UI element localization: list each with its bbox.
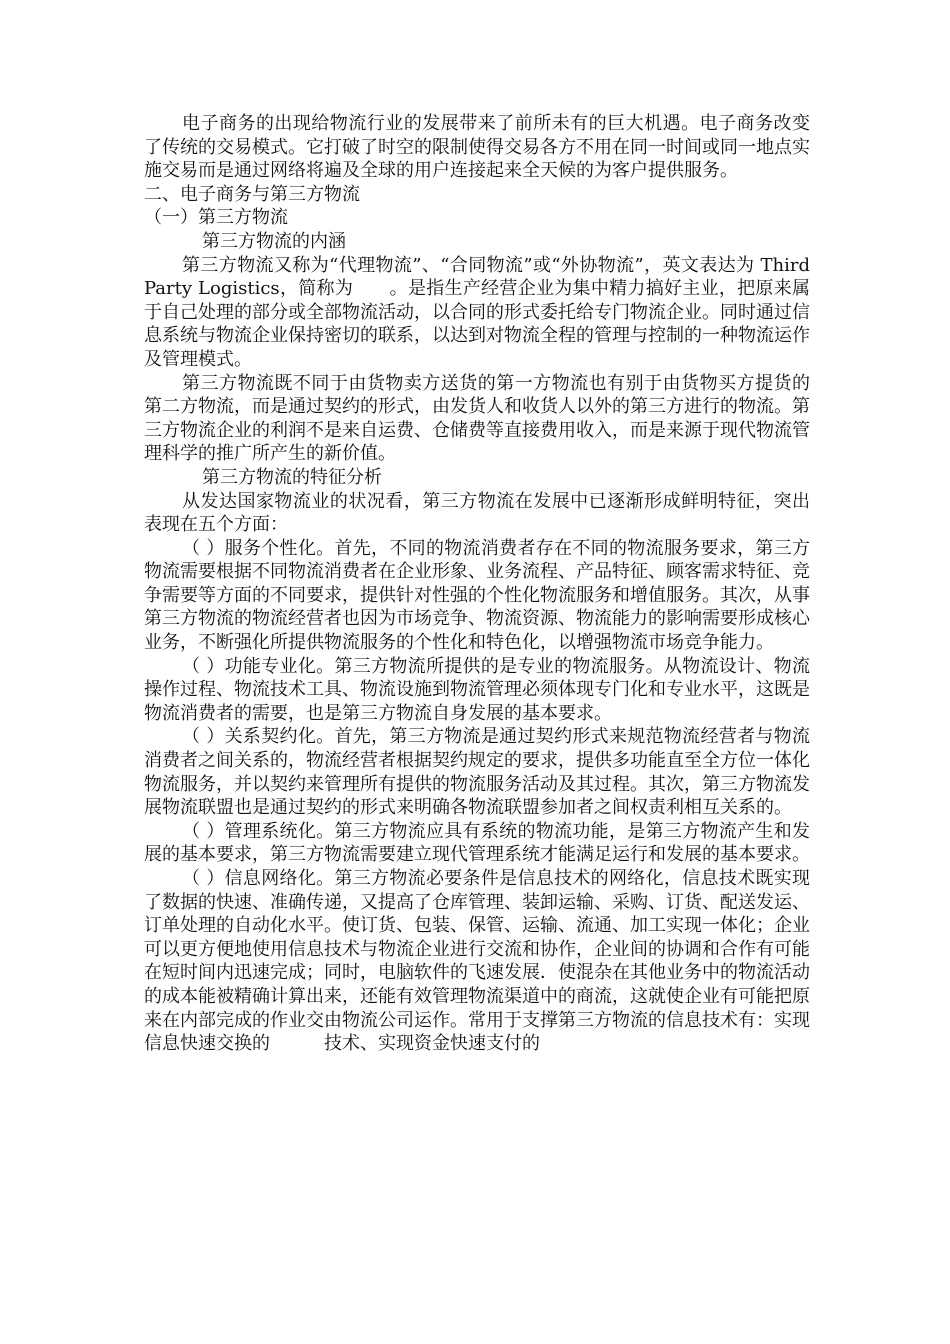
paragraph-distinction: 第三方物流既不同于由货物卖方送货的第一方物流也有别于由货物买方提货的第二方物流，而是通过契约的形式，由发货人和收货人以外的第三方进行的物流。第三方物流企业的利润不是来自运费、仓储费等直接费用收入，而是来源于现代物流管理科学的推广所产生的新价值。 [144,372,810,465]
topic-heading-connotation: 第三方物流的内涵 [202,230,346,252]
paragraph-feature-personalization: （ ）服务个性化。首先，不同的物流消费者存在不同的物流服务要求，第三方物流需要根据不同物流消费者在企业形象、业务流程、产品特征、顾客需求特征、竞争需要等方面的不同要求，提供针对性强的个性化物流服务和增值服务。其次，从事第三方物流的物流经营者也因为市场竞争、物流资源、物流能力的影响需要形成核心业务，不断强化所提供物流服务的个性化和特色化，以增强物流市场竞争能力。 [144,537,810,654]
subsection-heading: （一）第三方物流 [144,207,288,229]
paragraph-intro: 电子商务的出现给物流行业的发展带来了前所未有的巨大机遇。电子商务改变了传统的交易模式。它打破了时空的限制使得交易各方不用在同一时间或同一地点实施交易而是通过网络将遍及全球的用户连接起来全天候的为客户提供服务。 [144,113,810,182]
paragraph-feature-networking: （ ）信息网络化。第三方物流必要条件是信息技术的网络化，信息技术既实现了数据的快速、准确传递，又提高了仓库管理、装卸运输、采购、订货、配送发运、订单处理的自动化水平。使订货、包装、保管、运输、流通、加工实现一体化；企业可以更方便地使用信息技术与物流企业进行交流和协作，企业间的协调和合作有可能在短时间内迅速完成；同时，电脑软件的飞速发展．使混杂在其他业务中的物流活动的成本能被精确计算出来，还能有效管理物流渠道中的商流，这就使企业有可能把原来在内部完成的作业交由物流公司运作。常用于支撑第三方物流的信息技术有：实现信息快速交换的 技术、实现资金快速支付的 [144,868,810,1055]
paragraph-feature-specialization: （ ）功能专业化。第三方物流所提供的是专业的物流服务。从物流设计、物流操作过程、物流技术工具、物流设施到物流管理必须体现专门化和专业水平，这既是物流消费者的需要，也是第三方物流自身发展的基本要求。 [144,655,810,724]
paragraph-definition: 第三方物流又称为“代理物流”、“合同物流”或“外协物流”，英文表达为 Third Party Logistics，简称为 。是指生产经营企业为集中精力搞好主业，把原来属于自己处理的部分或全部物流活动，以合同的形式委托给专门物流企业。同时通过信息系统与物流企业保持密切的联系，以达到对物流全程的管理与控制的一种物流运作及管理模式。 [144,254,810,370]
paragraph-features-intro: 从发达国家物流业的状况看，第三方物流在发展中已逐渐形成鲜明特征，突出表现在五个方面： [144,490,810,536]
paragraph-feature-systematization: （ ）管理系统化。第三方物流应具有系统的物流功能，是第三方物流产生和发展的基本要求，第三方物流需要建立现代管理系统才能满足运行和发展的基本要求。 [144,820,810,866]
paragraph-feature-contract: （ ）关系契约化。首先，第三方物流是通过契约形式来规范物流经营者与物流消费者之间关系的，物流经营者根据契约规定的要求，提供多功能直至全方位一体化物流服务，并以契约来管理所有提供的物流服务活动及其过程。其次，第三方物流发展物流联盟也是通过契约的形式来明确各物流联盟参加者之间权责利相互关系的。 [144,726,810,819]
section-heading: 二、电子商务与第三方物流 [144,183,360,205]
topic-heading-features: 第三方物流的特征分析 [202,466,382,488]
document-page [144,112,810,1056]
